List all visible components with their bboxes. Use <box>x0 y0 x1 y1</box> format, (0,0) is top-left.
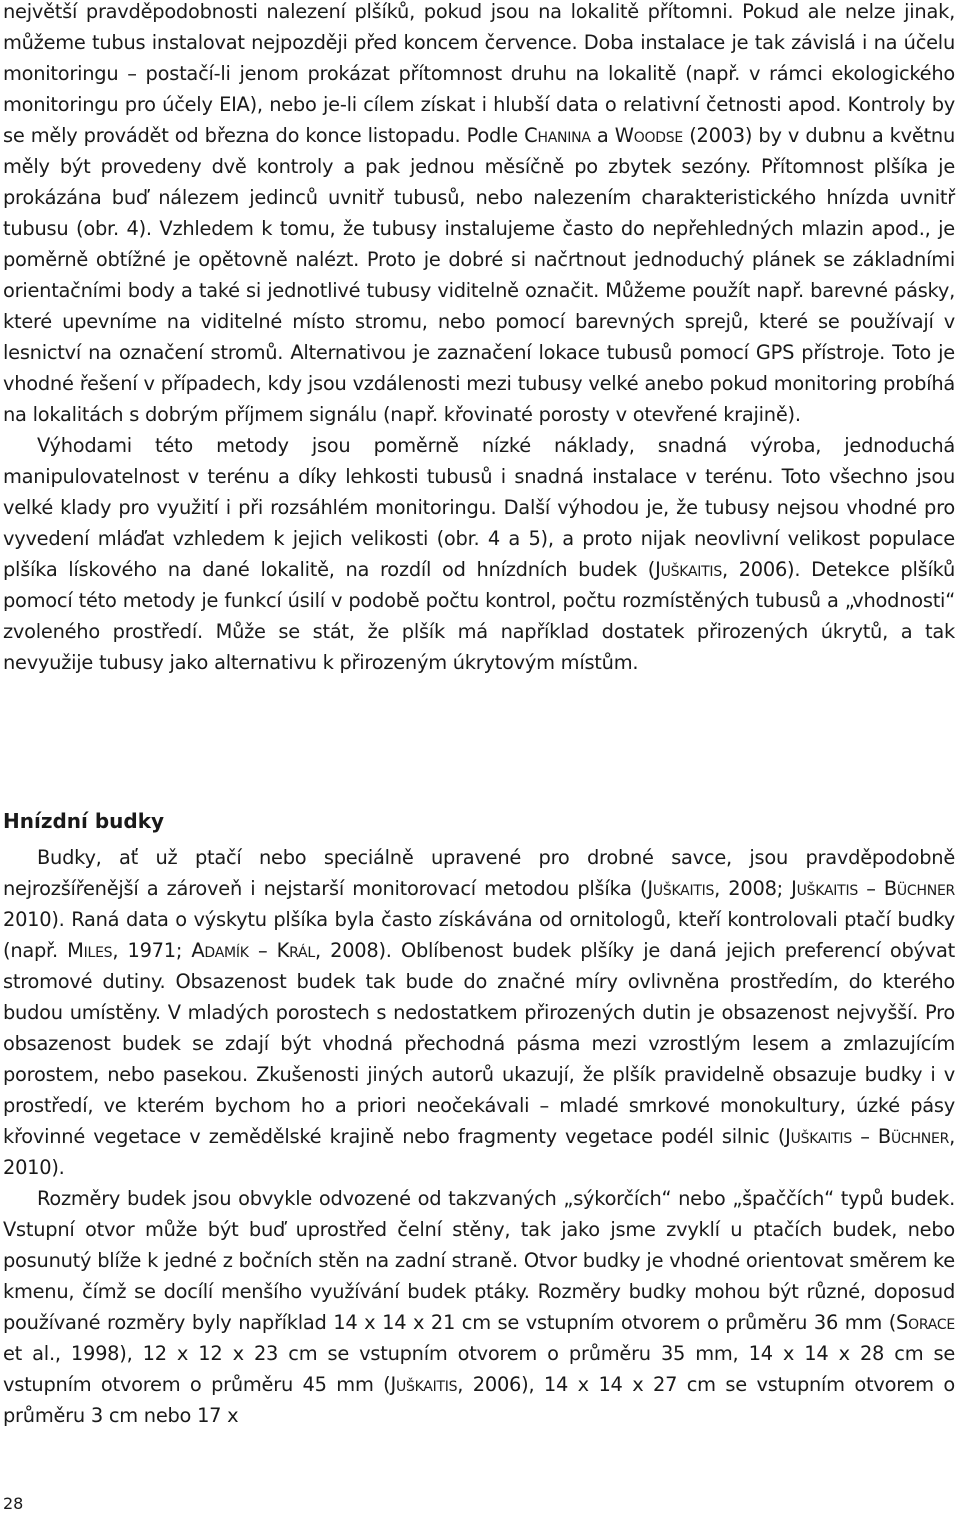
page-number: 28 <box>3 1494 24 1513</box>
citation-author: Adamík – Král <box>191 939 315 962</box>
text-run: 2010). Raná data o výskytu plšíka byla často získávána od ornitologů, kteří kontrolovali ptačí budky (např. <box>3 908 955 962</box>
text-run: Výhodami této metody jsou poměrně nízké náklady, snadná výroba, jednoduchá manipulovatelnost v terénu a díky lehkosti tubusů i snadná instalace v terénu. Toto všechno jsou velké klady pro využití i při rozsáhlém monitoringu. Další výhodou je, že tubusy nejsou vhodné pro vyvedení mláďat vzhledem k jejich velikosti (obr. 4 a 5), a proto nijak neovlivní velikost populace plšíka lískového na dané lokalitě, na rozdíl od hnízdních budek ( <box>3 434 955 581</box>
text-run: Rozměry budek jsou obvykle odvozené od takzvaných „sýkorčích“ nebo „špaččích“ typů budek. Vstupní otvor může být buď uprostřed čelní stěny, tak jako jsme zvyklí u ptačích budek, nebo posunutý blíže k jedné z bočních stěn na zadní straně. Otvor budky je vhodné orientovat směrem ke kmenu, čímž se docílí menšího využívání budek ptáky. Rozměry budky mohou být různé, doposud používané rozměry byly například 14 x 14 x 21 cm se vstupním otvorem o průměru 36 mm ( <box>3 1187 955 1334</box>
paragraph <box>3 1183 955 1431</box>
text-run: , 2008). Oblíbenost budek plšíky je daná jejich preferencí obývat stromové dutiny. Obsazenost budek tak bude do značné míry ovlivněna prostředím, do kterého budou umístěny. V mladých porostech s nedostatkem přirozených dutin je obsazenost nejvyšší. Pro obsazenost budek se zdají být vhodná přechodná pásma mezi vzrostlým lesem a zmlazujícím porostem, nebo pasekou. Zkušenosti jiných autorů ukazují, že plšík pravidelně obsazuje budky i v prostředí, ve kterém bychom ho a priori neočekávali – mladé smrkové monokultury, úzké pásy křovinné vegetace v zemědělské krajině nebo fragmenty vegetace podél silnic ( <box>3 939 955 1148</box>
citation-author: Juškaitis – Büchner <box>791 877 956 900</box>
citation-author: Chanina <box>524 124 591 147</box>
text-run: Budky, ať už ptačí nebo speciálně upravené pro drobné savce, jsou pravděpodobně nejrozšířenější a zároveň i nejstarší monitorovací metodou plšíka ( <box>3 846 955 900</box>
citation-author: Juškaitis <box>655 558 722 581</box>
citation-author: Miles <box>67 939 113 962</box>
body-text-section-1 <box>3 0 955 678</box>
citation-author: Sorace <box>896 1311 955 1334</box>
text-run: , 2010). <box>3 1125 955 1179</box>
citation-author: Woodse <box>614 124 684 147</box>
section-heading: Hnízdní budky <box>3 809 165 833</box>
text-run: největší pravděpodobnosti nalezení plšíků, pokud jsou na lokalitě přítomni. Pokud ale nelze jinak, můžeme tubus instalovat nejpozději před koncem července. Doba instalace je tak závislá i na účelu monitoringu – postačí-li jenom prokázat přítomnost druhu na lokalitě (např. v rámci ekologického monitoringu pro účely EIA), nebo je-li cílem získat i hlubší data o relativní četnosti apod. Kontroly by se měly provádět od března do konce listopadu. Podle <box>3 0 955 147</box>
text-run: , 2008; <box>714 877 792 900</box>
text-run: , 2006). Detekce plšíků pomocí této metody je funkcí úsilí v podobě počtu kontrol, počtu rozmístěných tubusů a „vhodnosti“ zvoleného prostředí. Může se stát, že plšík má například dostatek přirozených úkrytů, a tak nevyužije tubusy jako alternativu k přirozeným úkrytovým místům. <box>3 558 955 674</box>
text-run: et al., 1998), 12 x 12 x 23 cm se vstupním otvorem o průměru 35 mm, 14 x 14 x 28 cm se vstupním otvorem o průměru 45 mm ( <box>3 1342 955 1396</box>
text-run: a <box>590 124 615 147</box>
paragraph <box>3 430 955 678</box>
citation-author: Juškaitis <box>647 877 715 900</box>
body-text-section-2 <box>3 842 955 1431</box>
citation-author: Juškaitis – Büchner <box>785 1125 950 1148</box>
paragraph <box>3 0 955 430</box>
text-run: (2003) by v dubnu a květnu měly být provedeny dvě kontroly a pak jednou měsíčně po zbytek sezóny. Přítomnost plšíka je prokázána buď nálezem jedinců uvnitř tubusů, nebo nalezením charakteristického hnízda uvnitř tubusu (obr. 4). Vzhledem k tomu, že tubusy instalujeme často do nepřehledných mlazin apod., je poměrně obtížné je opětovně nalézt. Proto je dobré si načrtnout jednoduchý plánek se základními orientačními body a také si jednotlivé tubusy viditelně označit. Můžeme použít např. barevné pásky, které upevníme na viditelné místo stromu, nebo pomocí barevných sprejů, které se používají v lesnictví na označení stromů. Alternativou je zaznačení lokace tubusů pomocí GPS přístroje. Toto je vhodné řešení v případech, kdy jsou vzdálenosti mezi tubusy velké anebo pokud monitoring probíhá na lokalitách s dobrým příjmem signálu (např. křovinaté porosty v otevřené krajině). <box>3 124 956 426</box>
text-run: , 2006), 14 x 14 x 27 cm se vstupním otvorem o průměru 3 cm nebo 17 x <box>3 1373 955 1427</box>
paragraph <box>3 842 955 1183</box>
text-run: , 1971; <box>112 939 192 962</box>
citation-author: Juškaitis <box>390 1373 458 1396</box>
